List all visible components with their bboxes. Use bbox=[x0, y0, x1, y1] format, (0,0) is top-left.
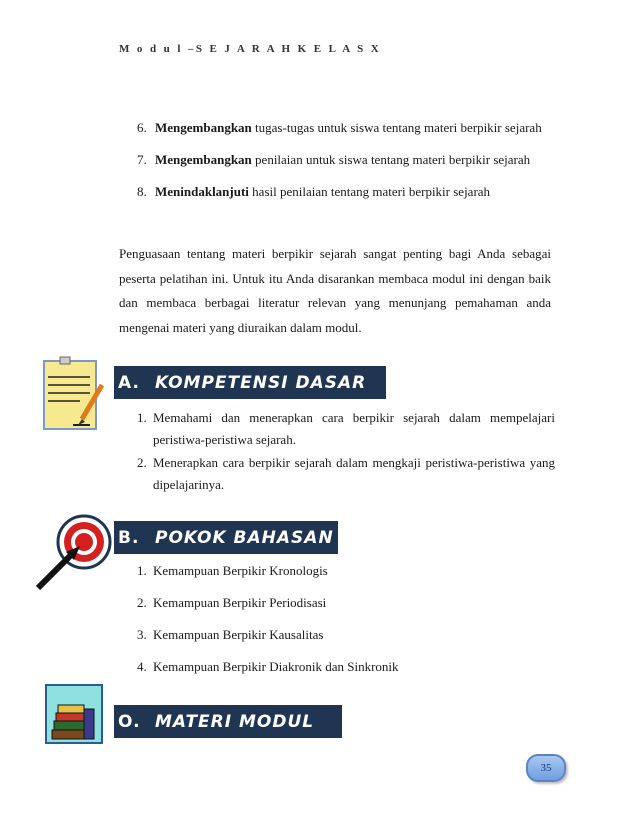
section-a-title: KOMPETENSI DASAR bbox=[155, 372, 367, 393]
section-a-heading bbox=[114, 366, 386, 399]
intro-paragraph: Penguasaan tentang materi berpikir sejarah sangat penting bagi Anda sebagai peserta pelatihan ini. Untuk itu Anda disarankan membaca modul ini dengan baik dan membaca berbagai literatur relevan yang menunjang pemahaman anda mengenai materi yang diuraikan dalam modul. bbox=[119, 246, 551, 335]
list-item: 8. Menindaklanjuti hasil penilaian tentang materi berpikir sejarah bbox=[137, 184, 491, 199]
section-c-heading bbox=[114, 705, 342, 738]
page-number-badge: 35 bbox=[526, 754, 566, 782]
list-item: 7. Mengembangkan penilaian untuk siswa tentang materi berpikir sejarah bbox=[137, 152, 531, 167]
section-b-letter: B. bbox=[118, 527, 140, 548]
list-item: 1. Kemampuan Berpikir Kronologis bbox=[137, 563, 328, 578]
section-b-title: POKOK BAHASAN bbox=[155, 527, 334, 548]
list-item: 6. Mengembangkan tugas-tugas untuk siswa tentang materi berpikir sejarah bbox=[137, 120, 542, 135]
section-b-heading bbox=[114, 521, 338, 554]
list-item: 2. Menerapkan cara berpikir sejarah dalam mengkaji peristiwa-peristiwa yang dipelajarinya. bbox=[137, 455, 555, 492]
section-c-letter: O. bbox=[118, 711, 141, 732]
section-c-title: MATERI MODUL bbox=[155, 711, 315, 732]
list-item: 2. Kemampuan Berpikir Periodisasi bbox=[137, 595, 327, 610]
list-item: 1. Memahami dan menerapkan cara berpikir sejarah dalam mempelajari peristiwa-peristiwa sejarah. bbox=[137, 410, 555, 447]
list-item: 3. Kemampuan Berpikir Kausalitas bbox=[137, 627, 324, 642]
list-item: 4. Kemampuan Berpikir Diakronik dan Sinkronik bbox=[137, 659, 399, 674]
target-arrow-icon bbox=[34, 512, 114, 596]
books-icon bbox=[44, 683, 106, 747]
running-header: M o d u l –S E J A R A H K E L A S X bbox=[119, 43, 382, 55]
notepad-pencil-icon bbox=[40, 355, 104, 433]
section-a-letter: A. bbox=[118, 372, 140, 393]
